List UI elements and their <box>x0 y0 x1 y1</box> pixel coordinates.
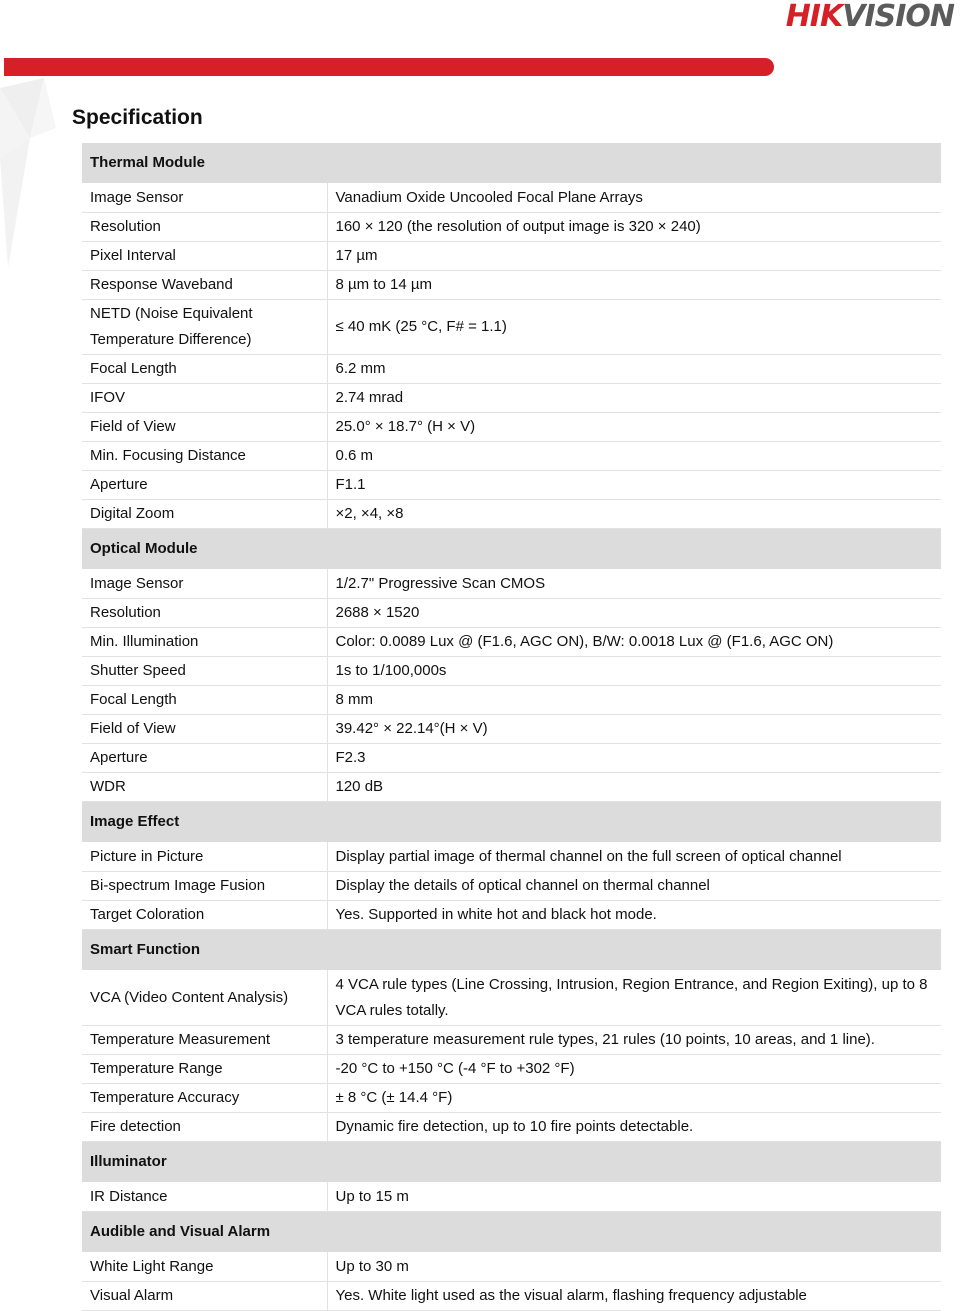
spec-label: Field of View <box>82 715 327 744</box>
spec-label: Temperature Measurement <box>82 1026 327 1055</box>
spec-label: Aperture <box>82 744 327 773</box>
spec-row <box>82 1084 941 1113</box>
spec-row <box>82 657 941 686</box>
spec-value: F2.3 <box>327 744 941 773</box>
spec-label: Bi-spectrum Image Fusion <box>82 872 327 901</box>
spec-value: 3 temperature measurement rule types, 21 rules (10 points, 10 areas, and 1 line). <box>327 1026 941 1055</box>
logo-hik-text: HIK <box>785 0 843 34</box>
section-title: Image Effect <box>82 802 941 843</box>
spec-row <box>82 242 941 271</box>
spec-table <box>82 143 941 1311</box>
spec-row <box>82 184 941 213</box>
spec-value: Display partial image of thermal channel on the full screen of optical channel <box>327 843 941 872</box>
spec-row <box>82 971 941 1026</box>
decorative-facets <box>0 78 70 278</box>
spec-label: VCA (Video Content Analysis) <box>82 971 327 1026</box>
spec-value: 25.0° × 18.7° (H × V) <box>327 413 941 442</box>
section-title: Thermal Module <box>82 143 941 184</box>
spec-row <box>82 901 941 930</box>
spec-label: Min. Illumination <box>82 628 327 657</box>
section-header <box>82 930 941 971</box>
spec-row <box>82 355 941 384</box>
spec-label: Focal Length <box>82 686 327 715</box>
spec-label: Target Coloration <box>82 901 327 930</box>
spec-value: 8 µm to 14 µm <box>327 271 941 300</box>
header-red-bar <box>4 58 774 76</box>
section-header <box>82 143 941 184</box>
spec-value: ≤ 40 mK (25 °C, F# = 1.1) <box>327 300 941 355</box>
spec-row <box>82 570 941 599</box>
spec-label: Digital Zoom <box>82 500 327 529</box>
spec-row <box>82 599 941 628</box>
hikvision-logo <box>786 0 954 34</box>
spec-row <box>82 1282 941 1311</box>
spec-label: Fire detection <box>82 1113 327 1142</box>
spec-row <box>82 271 941 300</box>
spec-label: White Light Range <box>82 1253 327 1282</box>
spec-label: Response Waveband <box>82 271 327 300</box>
spec-value: 2688 × 1520 <box>327 599 941 628</box>
spec-label: Temperature Range <box>82 1055 327 1084</box>
spec-label: WDR <box>82 773 327 802</box>
spec-value: F1.1 <box>327 471 941 500</box>
spec-value: -20 °C to +150 °C (-4 °F to +302 °F) <box>327 1055 941 1084</box>
spec-row <box>82 773 941 802</box>
spec-value: Up to 15 m <box>327 1183 941 1212</box>
spec-row <box>82 442 941 471</box>
spec-label: Pixel Interval <box>82 242 327 271</box>
spec-row <box>82 1055 941 1084</box>
spec-label: Shutter Speed <box>82 657 327 686</box>
spec-row <box>82 500 941 529</box>
spec-label: NETD (Noise Equivalent Temperature Difference) <box>82 300 327 355</box>
spec-label: Focal Length <box>82 355 327 384</box>
spec-label: Picture in Picture <box>82 843 327 872</box>
spec-row <box>82 843 941 872</box>
section-header <box>82 802 941 843</box>
spec-value: Vanadium Oxide Uncooled Focal Plane Arrays <box>327 184 941 213</box>
spec-label: Min. Focusing Distance <box>82 442 327 471</box>
spec-value: ± 8 °C (± 14.4 °F) <box>327 1084 941 1113</box>
spec-row <box>82 1113 941 1142</box>
spec-value: Dynamic fire detection, up to 10 fire points detectable. <box>327 1113 941 1142</box>
spec-value: 8 mm <box>327 686 941 715</box>
section-header <box>82 1142 941 1183</box>
spec-label: Resolution <box>82 599 327 628</box>
spec-row <box>82 628 941 657</box>
spec-row <box>82 1183 941 1212</box>
spec-value: Display the details of optical channel on thermal channel <box>327 872 941 901</box>
spec-value: 4 VCA rule types (Line Crossing, Intrusion, Region Entrance, and Region Exiting), up to 8 VCA rules totally. <box>327 971 941 1026</box>
spec-label: Field of View <box>82 413 327 442</box>
spec-value: Color: 0.0089 Lux @ (F1.6, AGC ON), B/W: 0.0018 Lux @ (F1.6, AGC ON) <box>327 628 941 657</box>
spec-label: Aperture <box>82 471 327 500</box>
spec-value: 6.2 mm <box>327 355 941 384</box>
spec-label: Visual Alarm <box>82 1282 327 1311</box>
spec-value: Yes. White light used as the visual alarm, flashing frequency adjustable <box>327 1282 941 1311</box>
spec-label: Image Sensor <box>82 570 327 599</box>
section-title: Optical Module <box>82 529 941 570</box>
section-title: Smart Function <box>82 930 941 971</box>
spec-value: Yes. Supported in white hot and black hot mode. <box>327 901 941 930</box>
page-title: Specification <box>72 106 203 129</box>
spec-value: 1s to 1/100,000s <box>327 657 941 686</box>
section-header <box>82 1212 941 1253</box>
spec-label: Image Sensor <box>82 184 327 213</box>
spec-row <box>82 715 941 744</box>
spec-row <box>82 413 941 442</box>
spec-row <box>82 1253 941 1282</box>
spec-value: 17 µm <box>327 242 941 271</box>
spec-row <box>82 213 941 242</box>
spec-value: 120 dB <box>327 773 941 802</box>
spec-row <box>82 471 941 500</box>
logo-vision-text: VISION <box>842 0 954 34</box>
spec-row <box>82 744 941 773</box>
spec-row <box>82 384 941 413</box>
spec-value: 2.74 mrad <box>327 384 941 413</box>
spec-value: 1/2.7" Progressive Scan CMOS <box>327 570 941 599</box>
spec-row <box>82 872 941 901</box>
spec-label: Resolution <box>82 213 327 242</box>
spec-value: 0.6 m <box>327 442 941 471</box>
spec-value: Up to 30 m <box>327 1253 941 1282</box>
spec-value: 160 × 120 (the resolution of output image is 320 × 240) <box>327 213 941 242</box>
spec-label: IFOV <box>82 384 327 413</box>
section-title: Illuminator <box>82 1142 941 1183</box>
spec-label: Temperature Accuracy <box>82 1084 327 1113</box>
spec-value: ×2, ×4, ×8 <box>327 500 941 529</box>
spec-row <box>82 686 941 715</box>
spec-row <box>82 300 941 355</box>
spec-value: 39.42° × 22.14°(H × V) <box>327 715 941 744</box>
spec-label: IR Distance <box>82 1183 327 1212</box>
spec-row <box>82 1026 941 1055</box>
section-header <box>82 529 941 570</box>
section-title: Audible and Visual Alarm <box>82 1212 941 1253</box>
